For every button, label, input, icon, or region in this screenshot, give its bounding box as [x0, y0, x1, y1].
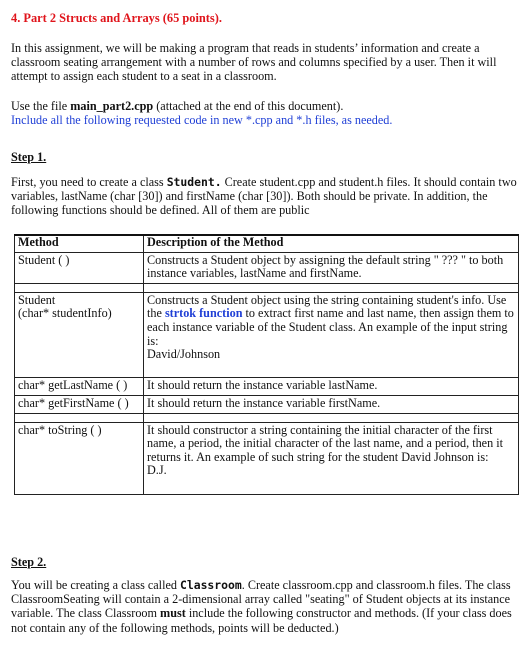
description-cell: It should return the instance variable firstName. [144, 395, 519, 413]
method-line1: Student [18, 292, 56, 307]
method-line2: (char* studentInfo) [18, 306, 112, 321]
header-description: Description of the Method [144, 235, 519, 252]
step1-title: Step 1. [11, 150, 47, 164]
description-cell: Constructs a Student object by assigning the default string " ??? " to both instance variables, lastName and firstName. [144, 252, 519, 283]
must-emphasis: must [160, 606, 186, 621]
table-spacer [15, 283, 519, 292]
step2-paragraph [11, 578, 521, 635]
file-note-pre: Use the file [11, 99, 71, 113]
table-row [15, 422, 519, 494]
header-method: Method [15, 235, 144, 252]
step2-mid: . Create classroom.cpp and classroom.h files. The class ClassroomSeating will contain a 2-dimensional array called "seating" of Student objects at its instance variable. The class Classroom [11, 578, 511, 621]
desc-example: David/Johnson [147, 347, 221, 362]
desc-text: It should constructor a string containing the initial character of the first name, a period, the initial character of the last name, and a period, then it returns it. An example of such string for the student David Johnson is: [147, 422, 504, 464]
section-heading: 4. Part 2 Structs and Arrays (65 points). [11, 11, 222, 25]
table-row [15, 252, 519, 283]
step1-post: Create student.cpp and student.h files. It should contain two variables, lastName (char [30]) and firstName (char [30]). Both should be private. In addition, the following functions should be defined. All of them are public [11, 175, 517, 218]
table-spacer [15, 413, 519, 422]
file-note-paragraph [11, 99, 521, 127]
desc-pre: Constructs a Student object using the string containing student's info. Use the [147, 292, 507, 321]
method-cell: Student ( ) [15, 252, 144, 283]
step1-pre: First, you need to create a class [11, 175, 167, 189]
step2-title: Step 2. [11, 555, 47, 569]
intro-paragraph: In this assignment, we will be making a program that reads in students’ information and create a classroom seating arrangement with a number of rows and columns specified by a user. Then it will attempt to assign each student to a seat in a classroom. [11, 41, 497, 84]
description-cell: It should return the instance variable lastName. [144, 378, 519, 396]
strtok-highlight: strtok function [164, 306, 243, 321]
method-cell: char* toString ( ) [15, 422, 144, 494]
description-cell [144, 422, 519, 494]
file-name: main_part2.cpp [70, 99, 154, 113]
step2-pre: You will be creating a class called [11, 578, 180, 592]
table-row [15, 292, 519, 378]
table-row [15, 378, 519, 396]
desc-post: to extract first name and last name, then assign them to each instance variable of the Student class. An example of the input string is: [147, 306, 514, 348]
student-class-name: Student. [166, 175, 222, 189]
methods-table [14, 234, 519, 495]
method-cell: char* getFirstName ( ) [15, 395, 144, 413]
description-cell [144, 292, 519, 378]
step2-post: include the following constructor and methods. (If your class does not contain any of the following methods, points will be deducted.) [11, 606, 512, 635]
include-note: Include all the following requested code in new *.cpp and *.h files, as needed. [11, 113, 393, 128]
table-row [15, 395, 519, 413]
file-note-post: (attached at the end of this document). [153, 99, 344, 113]
classroom-class-name: Classroom [180, 578, 242, 592]
desc-example: D.J. [147, 463, 167, 478]
method-cell [15, 292, 144, 378]
method-cell: char* getLastName ( ) [15, 378, 144, 396]
step1-paragraph [11, 175, 521, 218]
table-header-row [15, 235, 519, 252]
